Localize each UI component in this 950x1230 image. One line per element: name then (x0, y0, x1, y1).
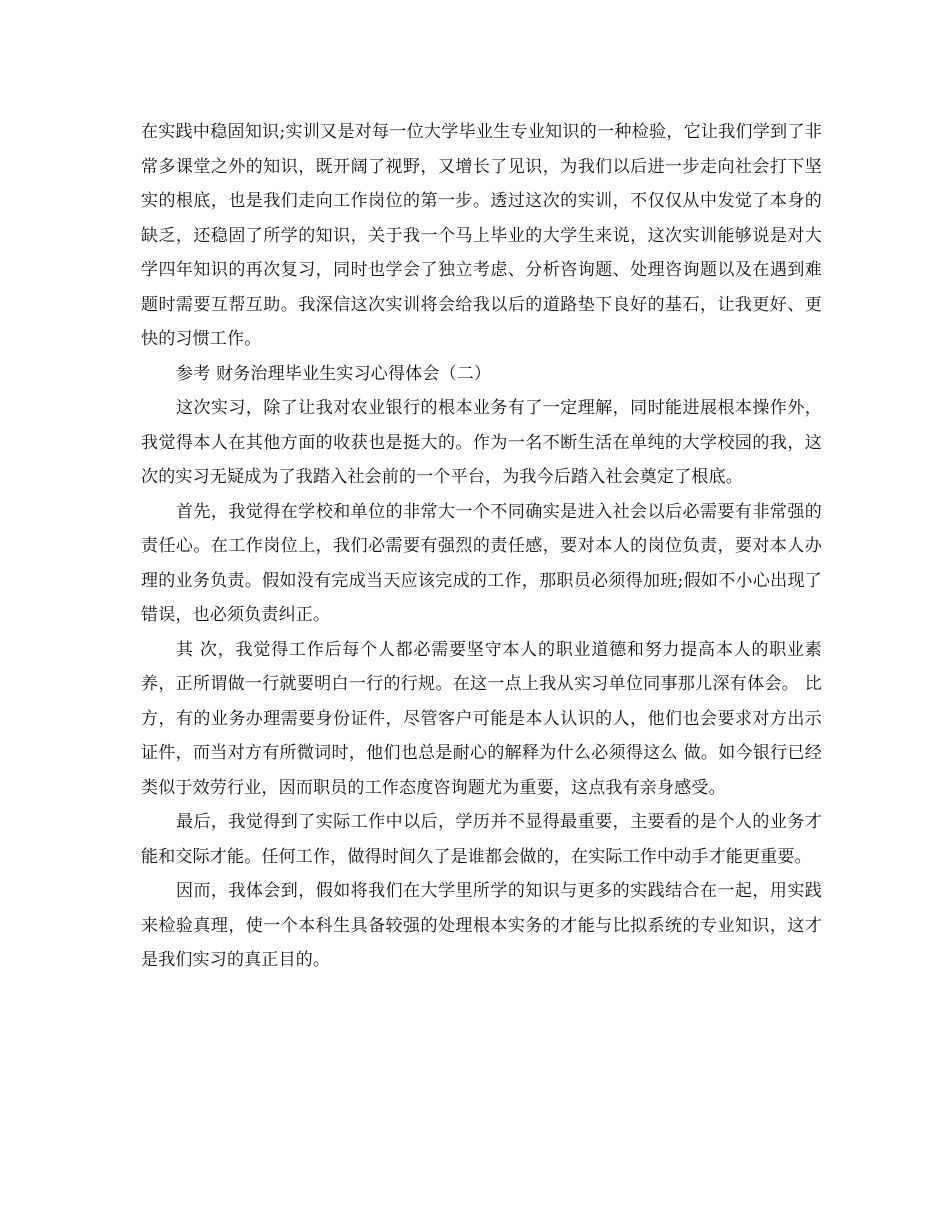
paragraph-2: 这次实习，除了让我对农业银行的根本业务有了一定理解，同时能进展根本操作外，我觉得本人在其他方面的收获也是挺大的。作为一名不断生活在单纯的大学校园的我，这次的实习无疑成为了我踏入社会前的一个平台，为我今后踏入社会奠定了根底。 (141, 398, 822, 487)
paragraph-1: 在实践中稳固知识;实训又是对每一位大学毕业生专业知识的一种检验，它让我们学到了非常多课堂之外的知识，既开阔了视野，又增长了见识，为我们以后进一步走向社会打下坚实的根底，也是我们走向工作岗位的第一步。透过这次的实训，不仅仅从中发觉了本身的缺乏，还稳固了所学的知识，关于我一个马上毕业的大学生来说，这次实训能够说是对大学四年知识的再次复习，同时也学会了独立考虑、分析咨询题、处理咨询题以及在遇到难题时需要互帮互助。我深信这次实训将会给我以后的道路垫下良好的基石，让我更好、更快的习惯工作。 (141, 122, 822, 349)
section-heading: 参考 财务治理毕业生实习心得体会（二） (176, 363, 492, 384)
paragraph-3: 首先，我觉得在学校和单位的非常大一个不同确实是进入社会以后必需要有非常强的责任心。在工作岗位上，我们必需要有强烈的责任感，要对本人的岗位负责，要对本人办理的业务负责。假如没有完成当天应该完成的工作，那职员必须得加班;假如不小心出现了错误，也必须负责纠正。 (141, 501, 822, 625)
paragraph-4: 其 次，我觉得工作后每个人都必需要坚守本人的职业道德和努力提高本人的职业素养，正所谓做一行就要明白一行的行规。在这一点上我从实习单位同事那儿深有体会。 比方，有的业务办理需要身份证件，尽管客户可能是本人认识的人，他们也会要求对方出示证件，而当对方有所微词时，他们也总是耐心的解释为什么必须得这么 做。如今银行已经类似于效劳行业，因而职员的工作态度咨询题尤为重要，这点我有亲身感受。 (141, 639, 822, 798)
paragraph-6: 因而，我体会到，假如将我们在大学里所学的知识与更多的实践结合在一起，用实践来检验真理，使一个本科生具备较强的处理根本实务的才能与比拟系统的专业知识，这才是我们实习的真正目的。 (141, 881, 822, 970)
paragraph-5: 最后，我觉得到了实际工作中以后，学历并不显得最重要，主要看的是个人的业务才能和交际才能。任何工作，做得时间久了是谁都会做的，在实际工作中动手才能更重要。 (141, 812, 822, 867)
